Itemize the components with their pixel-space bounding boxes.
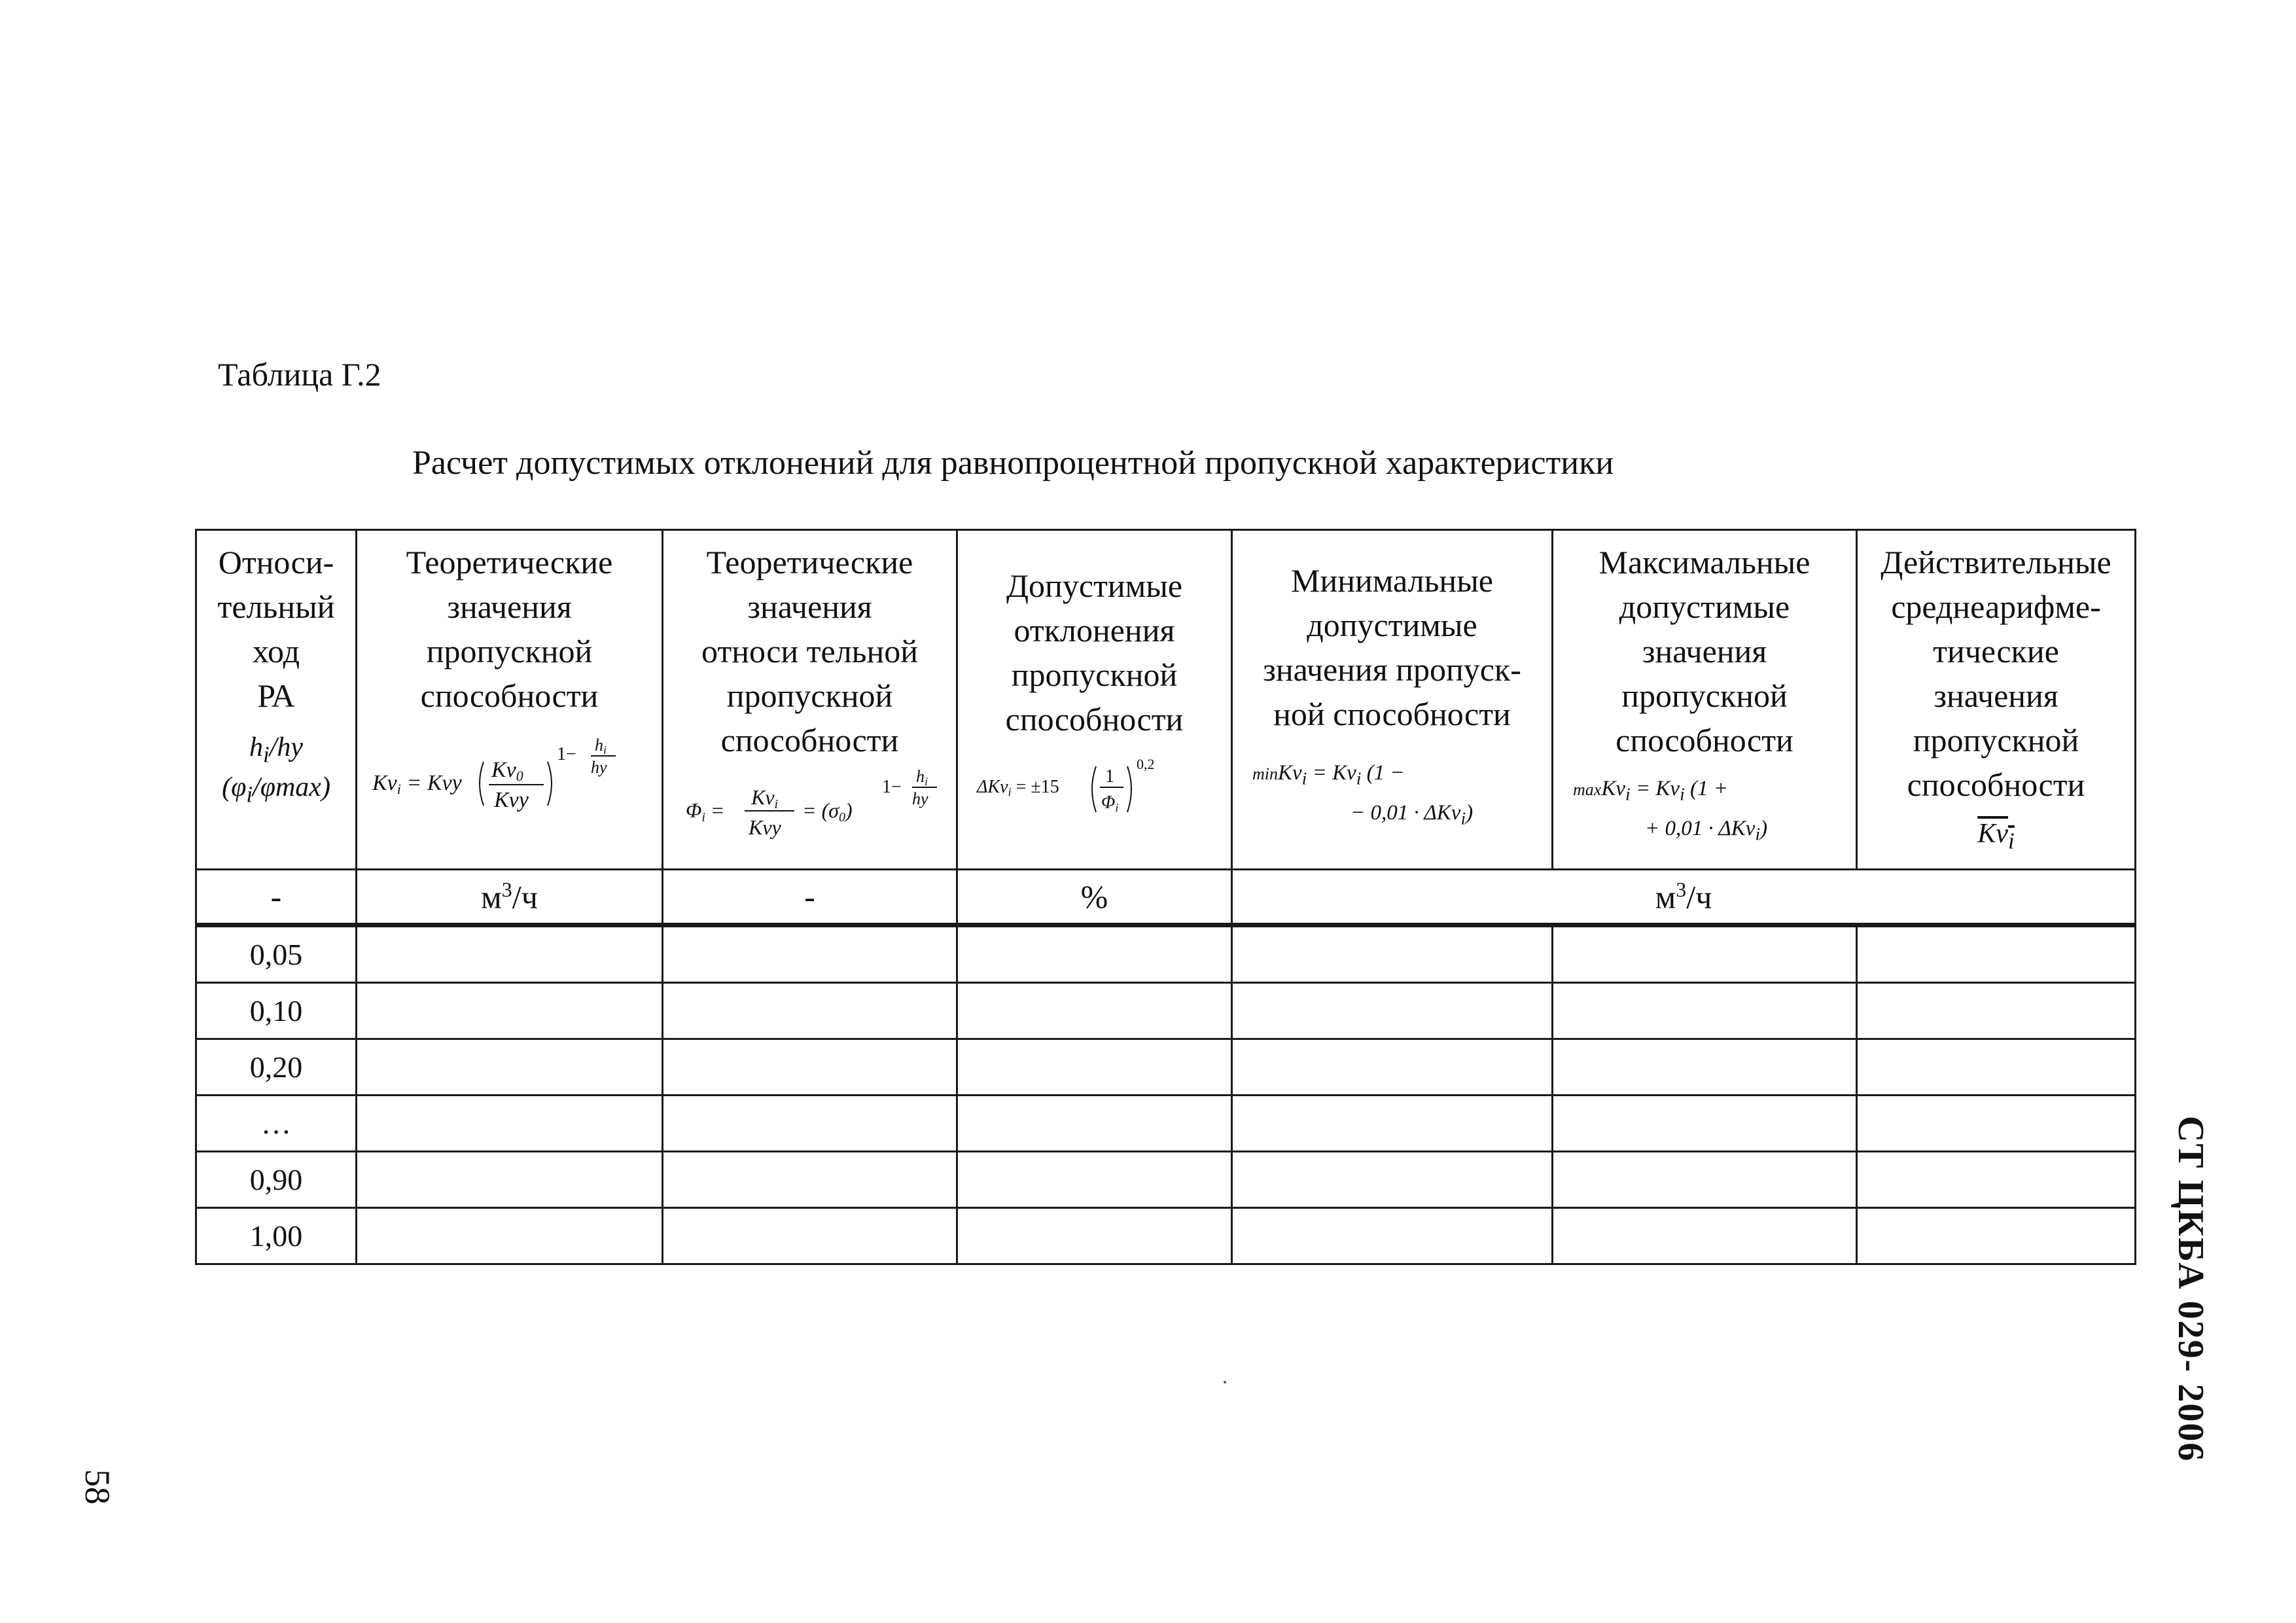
formula-theoretical-kv bbox=[357, 732, 662, 830]
empty-cell[interactable] bbox=[357, 1208, 663, 1264]
unit-cell: $м^3/ч$ bbox=[357, 870, 663, 925]
units-row bbox=[196, 870, 2136, 925]
header-relative-travel: Относи- тельный ход РА $h_i/hy$ $(\varphi_i/\varphi\max)$ bbox=[196, 530, 357, 870]
table-title: Расчет допустимых отклонений для равнопроцентной пропускной характеристики bbox=[412, 444, 1614, 482]
formula-relative-travel: $h_i/hy$ $(\varphi_i/\varphi\max)$ bbox=[222, 732, 330, 808]
empty-cell[interactable] bbox=[1553, 925, 1857, 983]
row-value: 0,05 bbox=[196, 925, 357, 983]
empty-cell[interactable] bbox=[1232, 1208, 1553, 1264]
empty-cell[interactable] bbox=[357, 983, 663, 1039]
table-row bbox=[196, 1039, 2136, 1096]
row-value: 1,00 bbox=[196, 1208, 357, 1264]
row-value: 0,90 bbox=[196, 1152, 357, 1208]
empty-cell[interactable] bbox=[1232, 1096, 1553, 1152]
svg-text:1−: 1− bbox=[881, 777, 902, 797]
header-row bbox=[196, 530, 2136, 870]
document-code: СТ ЦКБА 029- 2006 bbox=[2170, 1116, 2211, 1463]
empty-cell[interactable] bbox=[1553, 1152, 1857, 1208]
svg-text:Kvy: Kvy bbox=[748, 815, 781, 839]
empty-cell[interactable] bbox=[957, 1152, 1232, 1208]
table-row bbox=[196, 1152, 2136, 1208]
svg-text:Φi: Φi bbox=[1101, 793, 1118, 814]
formula-min-allowed: minKv$_i$ = $Kv_i$ (1 − − 0,01 · ΔKv$_i$) bbox=[1252, 761, 1474, 829]
row-value: 0,20 bbox=[196, 1039, 357, 1096]
empty-cell[interactable] bbox=[1232, 1039, 1553, 1096]
empty-cell[interactable] bbox=[663, 1096, 957, 1152]
header-theoretical-kv: Теоретические значения пропускной способности Kvi = Kvy Kv0 Kvy 1− hi hy bbox=[357, 530, 663, 870]
empty-cell[interactable] bbox=[357, 1152, 663, 1208]
table-row bbox=[196, 983, 2136, 1039]
empty-cell[interactable] bbox=[1553, 1208, 1857, 1264]
svg-text:hi: hi bbox=[915, 767, 928, 788]
calculation-table bbox=[195, 529, 2136, 1265]
svg-text:hy: hy bbox=[590, 758, 607, 777]
header-theoretical-relative: Теоретические значения относи тельной пропускной способности Φi = Kvi Kvy = (σ0) 1− hi hy bbox=[663, 530, 957, 870]
unit-cell: $м^3/ч$ bbox=[1232, 870, 2136, 925]
empty-cell[interactable] bbox=[957, 1039, 1232, 1096]
formula-max-allowed: maxKv$_i$ = $Kv_i$ (1 + + 0,01 · ΔKv$_i$) bbox=[1573, 777, 1768, 844]
svg-text:Φi =: Φi = bbox=[685, 798, 725, 825]
svg-text:hy: hy bbox=[911, 789, 928, 808]
empty-cell[interactable] bbox=[1857, 1208, 2136, 1264]
empty-cell[interactable] bbox=[1232, 1152, 1553, 1208]
empty-cell[interactable] bbox=[1857, 983, 2136, 1039]
svg-text:Kvi = Kvy: Kvi = Kvy bbox=[372, 771, 462, 797]
svg-text:0,2: 0,2 bbox=[1136, 756, 1154, 772]
table-label: Таблица Г.2 bbox=[218, 356, 381, 393]
empty-cell[interactable] bbox=[357, 1096, 663, 1152]
svg-text:Kv0: Kv0 bbox=[491, 758, 523, 784]
empty-cell[interactable] bbox=[663, 983, 957, 1039]
svg-text:hi: hi bbox=[594, 736, 607, 757]
row-value: … bbox=[196, 1096, 357, 1152]
empty-cell[interactable] bbox=[1232, 925, 1553, 983]
empty-cell[interactable] bbox=[1553, 1096, 1857, 1152]
empty-cell[interactable] bbox=[357, 925, 663, 983]
empty-cell[interactable] bbox=[1857, 1039, 2136, 1096]
svg-text:1: 1 bbox=[1104, 766, 1114, 787]
unit-cell: % bbox=[957, 870, 1232, 925]
empty-cell[interactable] bbox=[957, 1096, 1232, 1152]
header-allowed-deviation: Допустимые отклонения пропускной способности ΔKvi = ±15 1 Φi 0,2 bbox=[957, 530, 1232, 870]
empty-cell[interactable] bbox=[1553, 983, 1857, 1039]
formula-theoretical-relative bbox=[663, 766, 956, 845]
svg-text:ΔKvi = ±15: ΔKvi = ±15 bbox=[976, 777, 1059, 798]
svg-text:Kvi: Kvi bbox=[751, 785, 778, 812]
empty-cell[interactable] bbox=[1857, 1096, 2136, 1152]
scan-speck bbox=[1224, 1381, 1226, 1383]
table-row bbox=[196, 1208, 2136, 1264]
empty-cell[interactable] bbox=[1857, 925, 2136, 983]
empty-cell[interactable] bbox=[1553, 1039, 1857, 1096]
empty-cell[interactable] bbox=[1857, 1152, 2136, 1208]
page-number: 58 bbox=[78, 1469, 117, 1505]
table-row bbox=[196, 1096, 2136, 1152]
formula-allowed-deviation bbox=[958, 745, 1231, 830]
row-value: 0,10 bbox=[196, 983, 357, 1039]
svg-text:1−: 1− bbox=[556, 744, 576, 764]
svg-text:Kvy: Kvy bbox=[493, 788, 529, 812]
formula-actual-mean: $Kv_i$ bbox=[1977, 819, 2015, 854]
empty-cell[interactable] bbox=[663, 1152, 957, 1208]
unit-cell: - bbox=[196, 870, 357, 925]
empty-cell[interactable] bbox=[957, 983, 1232, 1039]
header-max-allowed: Максимальные допустимые значения пропускной способности maxKv$_i$ = $Kv_i$ (1 + + 0,01 · ΔKv$_i$) bbox=[1553, 530, 1857, 870]
svg-text:= (σ0): = (σ0) bbox=[802, 798, 853, 825]
table-row bbox=[196, 925, 2136, 983]
header-min-allowed: Минимальные допустимые значения пропуск- ной способности minKv$_i$ = $Kv_i$ (1 − − 0,01 · ΔKv$_i$) bbox=[1232, 530, 1553, 870]
empty-cell[interactable] bbox=[1232, 983, 1553, 1039]
empty-cell[interactable] bbox=[357, 1039, 663, 1096]
empty-cell[interactable] bbox=[663, 1208, 957, 1264]
empty-cell[interactable] bbox=[957, 925, 1232, 983]
header-actual-mean: Действительные среднеарифме- тические значения пропускной способности $Kv_i$ bbox=[1857, 530, 2136, 870]
empty-cell[interactable] bbox=[957, 1208, 1232, 1264]
unit-cell: - bbox=[663, 870, 957, 925]
empty-cell[interactable] bbox=[663, 925, 957, 983]
empty-cell[interactable] bbox=[663, 1039, 957, 1096]
